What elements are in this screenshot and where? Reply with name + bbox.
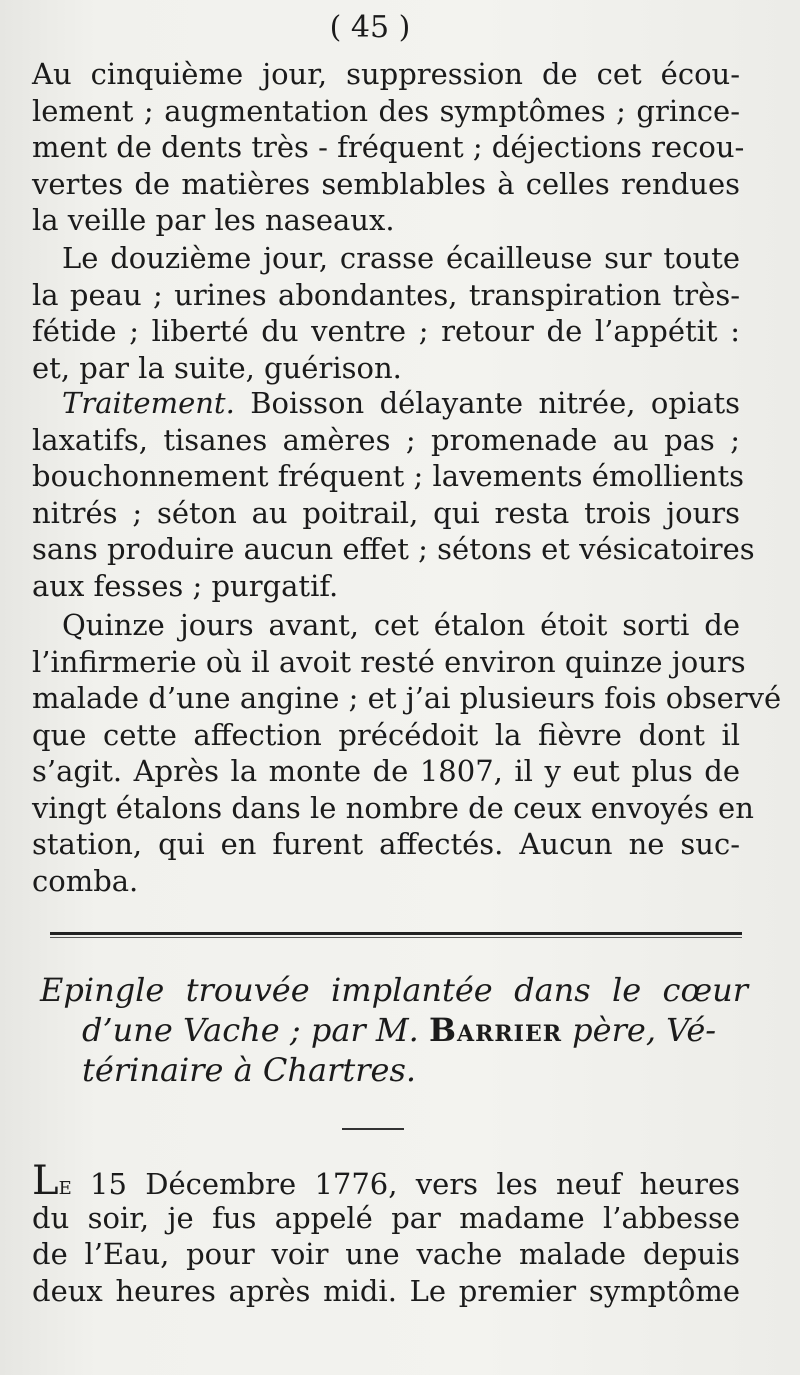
text-line: la peau ; urines abondantes, transpiration très-: [32, 277, 740, 312]
text-line: [32, 385, 740, 422]
text-line: Le douzième jour, crasse écailleuse sur toute: [62, 241, 740, 275]
title-span: père, Vé-: [572, 1011, 717, 1049]
section-divider: [50, 932, 742, 938]
author-name: Barrier: [428, 1011, 562, 1049]
text-line: Quinze jours avant, cet étalon étoit sorti de: [62, 608, 740, 642]
title-line: [40, 1010, 748, 1050]
text-line: et, par la suite, guérison.: [32, 350, 402, 385]
paragraph-fifth-day: [32, 56, 745, 239]
text-line: de l’Eau, pour voir une vache malade depuis: [32, 1237, 740, 1271]
text-line: s’agit. Après la monte de 1807, il y eut plus de: [32, 754, 740, 788]
text-line: aux fesses ; purgatif.: [32, 568, 339, 603]
paragraph-twelfth-day: [32, 240, 740, 386]
text-line: deux heures après midi. Le premier symptôme: [32, 1273, 740, 1308]
paragraph-fifteen-days: [32, 607, 782, 899]
text-span: Boisson délayante nitrée, opiats: [250, 386, 740, 420]
paragraph-article-start: [32, 1158, 740, 1309]
text-line: sans produire aucun effet ; sétons et vésicatoires: [32, 532, 755, 566]
text-line: vertes de matières semblables à celles rendues: [32, 166, 740, 201]
paragraph-treatment: [32, 385, 755, 604]
text-line: Au cinquième jour, suppression de cet écou-: [32, 57, 740, 91]
title-line: Epingle trouvée implantée dans le cœur: [40, 971, 748, 1009]
page-number: ( 45 ): [329, 10, 411, 45]
title-span: d’une Vache ; par M.: [82, 1011, 419, 1049]
text-line: lement ; augmentation des symptômes ; grince-: [32, 93, 740, 128]
treatment-label: Traitement.: [62, 386, 235, 420]
text-line: [32, 1158, 740, 1204]
drop-cap: L: [32, 1158, 59, 1204]
text-span: 15 Décembre 1776, vers les neuf heures: [90, 1167, 740, 1201]
text-line: malade d’une angine ; et j’ai plusieurs fois observé: [32, 681, 782, 715]
text-line: du soir, je fus appelé par madame l’abbesse: [32, 1200, 740, 1235]
text-line: ment de dents très - fréquent ; déjections recou-: [32, 130, 745, 164]
title-line: térinaire à Chartres.: [82, 1051, 417, 1089]
text-line: bouchonnement fréquent ; lavements émollients: [32, 459, 745, 493]
text-line: station, qui en furent affectés. Aucun ne suc-: [32, 827, 740, 861]
text-line: l’infirmerie où il avoit resté environ quinze jours: [32, 644, 746, 679]
text-line: fétide ; liberté du ventre ; retour de l’appétit :: [32, 314, 740, 348]
first-word-rest: e: [58, 1171, 72, 1200]
text-line: nitrés ; séton au poitrail, qui resta trois jours: [32, 495, 740, 530]
text-line: laxatifs, tisanes amères ; promenade au pas ;: [32, 422, 740, 457]
text-line: vingt étalons dans le nombre de ceux envoyés en: [32, 790, 754, 825]
article-title: [40, 970, 748, 1090]
short-divider: [342, 1128, 404, 1130]
text-line: que cette affection précédoit la fièvre dont il: [32, 717, 740, 752]
text-line: comba.: [32, 863, 139, 898]
text-line: la veille par les naseaux.: [32, 203, 395, 237]
